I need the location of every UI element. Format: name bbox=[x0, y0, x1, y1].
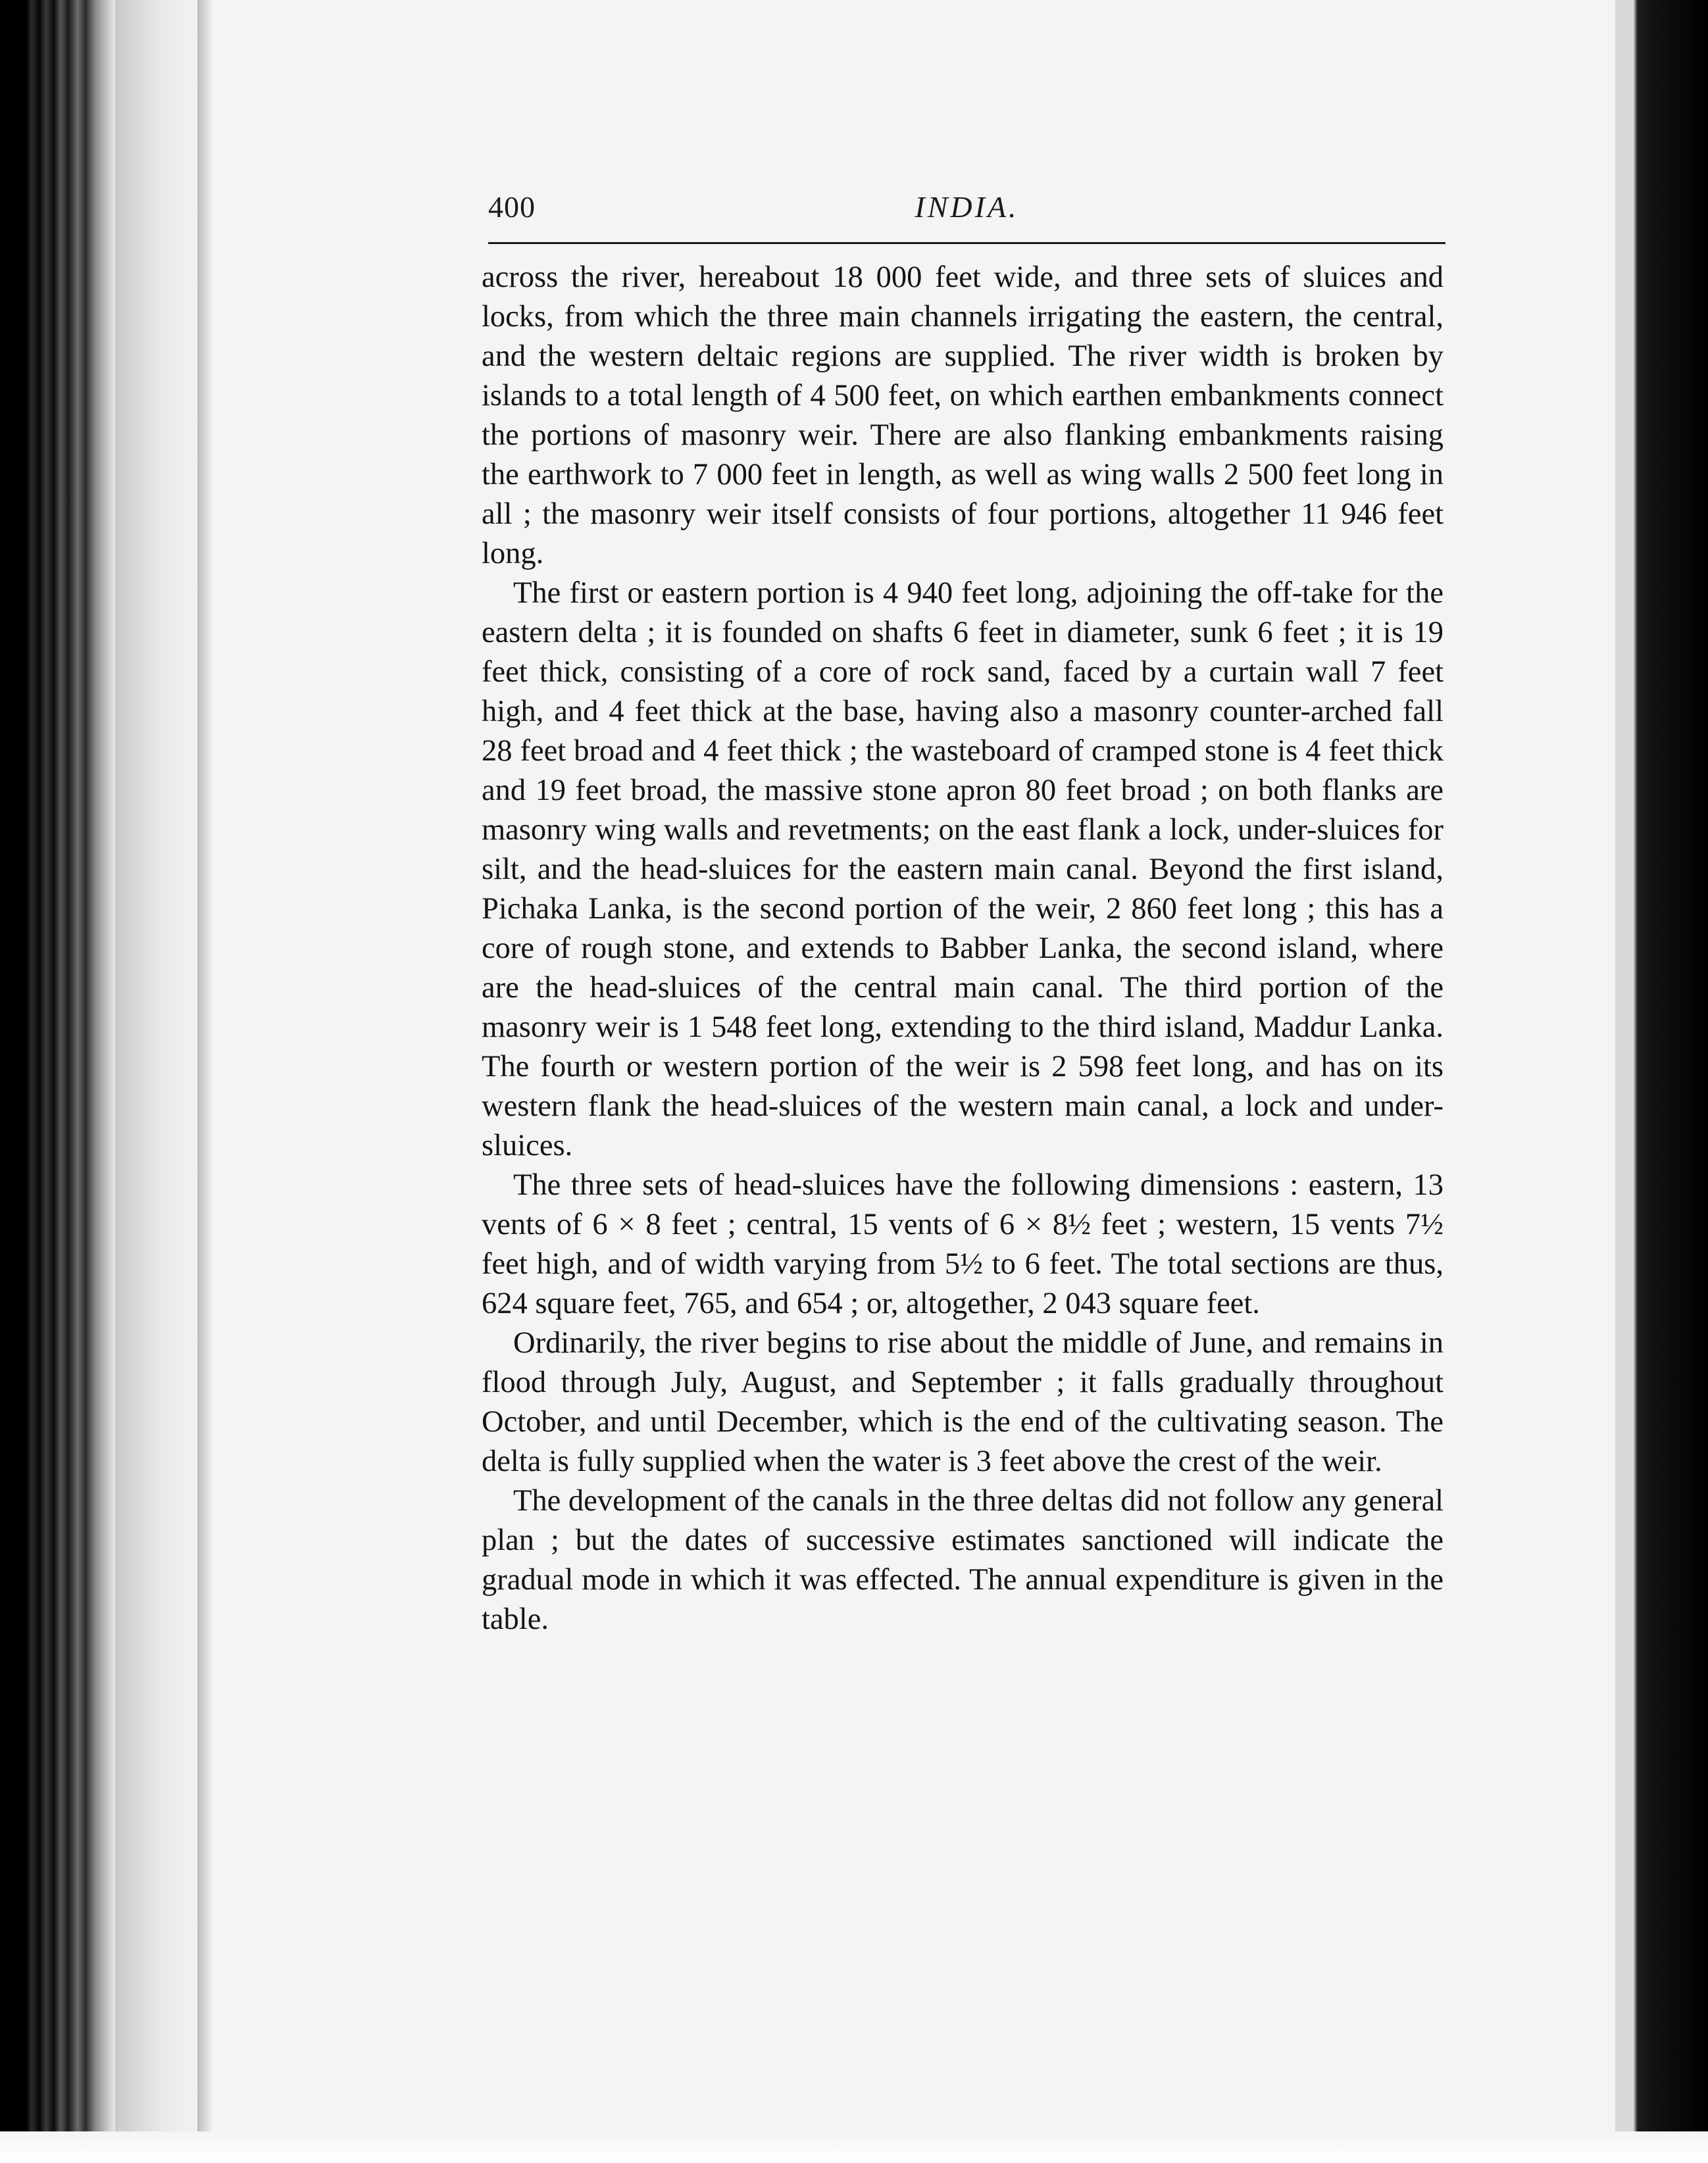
body-text bbox=[482, 258, 1444, 1639]
paragraph-3: The three sets of head-sluices have the following dimensions : eastern, 13 vents of 6 × 8 feet ; central, 15 vents of 6 × 8½ feet ; western, 15 vents 7½ feet high, and of width varying from 5½ to 6 feet. The total sections are thus, 624 square feet, 765, and 654 ; or, altogether, 2 043 square feet. bbox=[482, 1168, 1444, 1320]
gutter-shadow bbox=[115, 0, 207, 2163]
paragraph-2: The first or eastern portion is 4 940 feet long, adjoining the off-take for the eastern delta ; it is founded on shafts 6 feet in diameter, sunk 6 feet ; it is 19 feet thick, consisting of a core of rock sand, faced by a curtain wall 7 feet high, and 4 feet thick at the base, having also a masonry counter-arched fall 28 feet broad and 4 feet thick ; the wasteboard of cramped stone is 4 feet thick and 19 feet broad, the massive stone apron 80 feet broad ; on both flanks are masonry wing walls and revetments; on the east flank a lock, under-sluices for silt, and the head-sluices for the eastern main canal. Beyond the first island, Pichaka Lanka, is the second portion of the weir, 2 860 feet long ; this has a core of rough stone, and extends to Babber Lanka, the second island, where are the head-sluices of the central main canal. The third portion of the masonry weir is 1 548 feet long, extending to the third island, Maddur Lanka. The fourth or western portion of the weir is 2 598 feet long, and has on its western flank the head-sluices of the western main canal, a lock and under-sluices. bbox=[482, 576, 1444, 1162]
bottom-page-edge bbox=[0, 2131, 1708, 2163]
header-rule bbox=[488, 242, 1445, 244]
book-binding-edge bbox=[0, 0, 115, 2163]
paragraph-5: The development of the canals in the three deltas did not follow any general plan ; but the dates of successive estimates sanctioned will indicate the gradual mode in which it was effected. The annual expenditure is given in the table. bbox=[482, 1484, 1444, 1636]
page-header bbox=[488, 182, 1445, 228]
page-number: 400 bbox=[488, 190, 536, 224]
page-fold-shadow bbox=[197, 0, 213, 2163]
running-title: INDIA. bbox=[915, 190, 1019, 224]
paragraph-1: across the river, hereabout 18 000 feet wide, and three sets of sluices and locks, from which the three main channels irrigating the eastern, the central, and the western deltaic regions are supplied. The river width is broken by islands to a total length of 4 500 feet, on which earthen embankments connect the portions of masonry weir. There are also flanking embankments raising the earthwork to 7 000 feet in length, as well as wing walls 2 500 feet long in all ; the masonry weir itself consists of four portions, altogether 11 946 feet long. bbox=[482, 261, 1444, 570]
paragraph-4: Ordinarily, the river begins to rise about the middle of June, and remains in flood through July, August, and September ; it falls gradually throughout October, and until December, which is the end of the cultivating season. The delta is fully supplied when the water is 3 feet above the crest of the weir. bbox=[482, 1326, 1444, 1478]
right-page-strip bbox=[1615, 0, 1634, 2163]
